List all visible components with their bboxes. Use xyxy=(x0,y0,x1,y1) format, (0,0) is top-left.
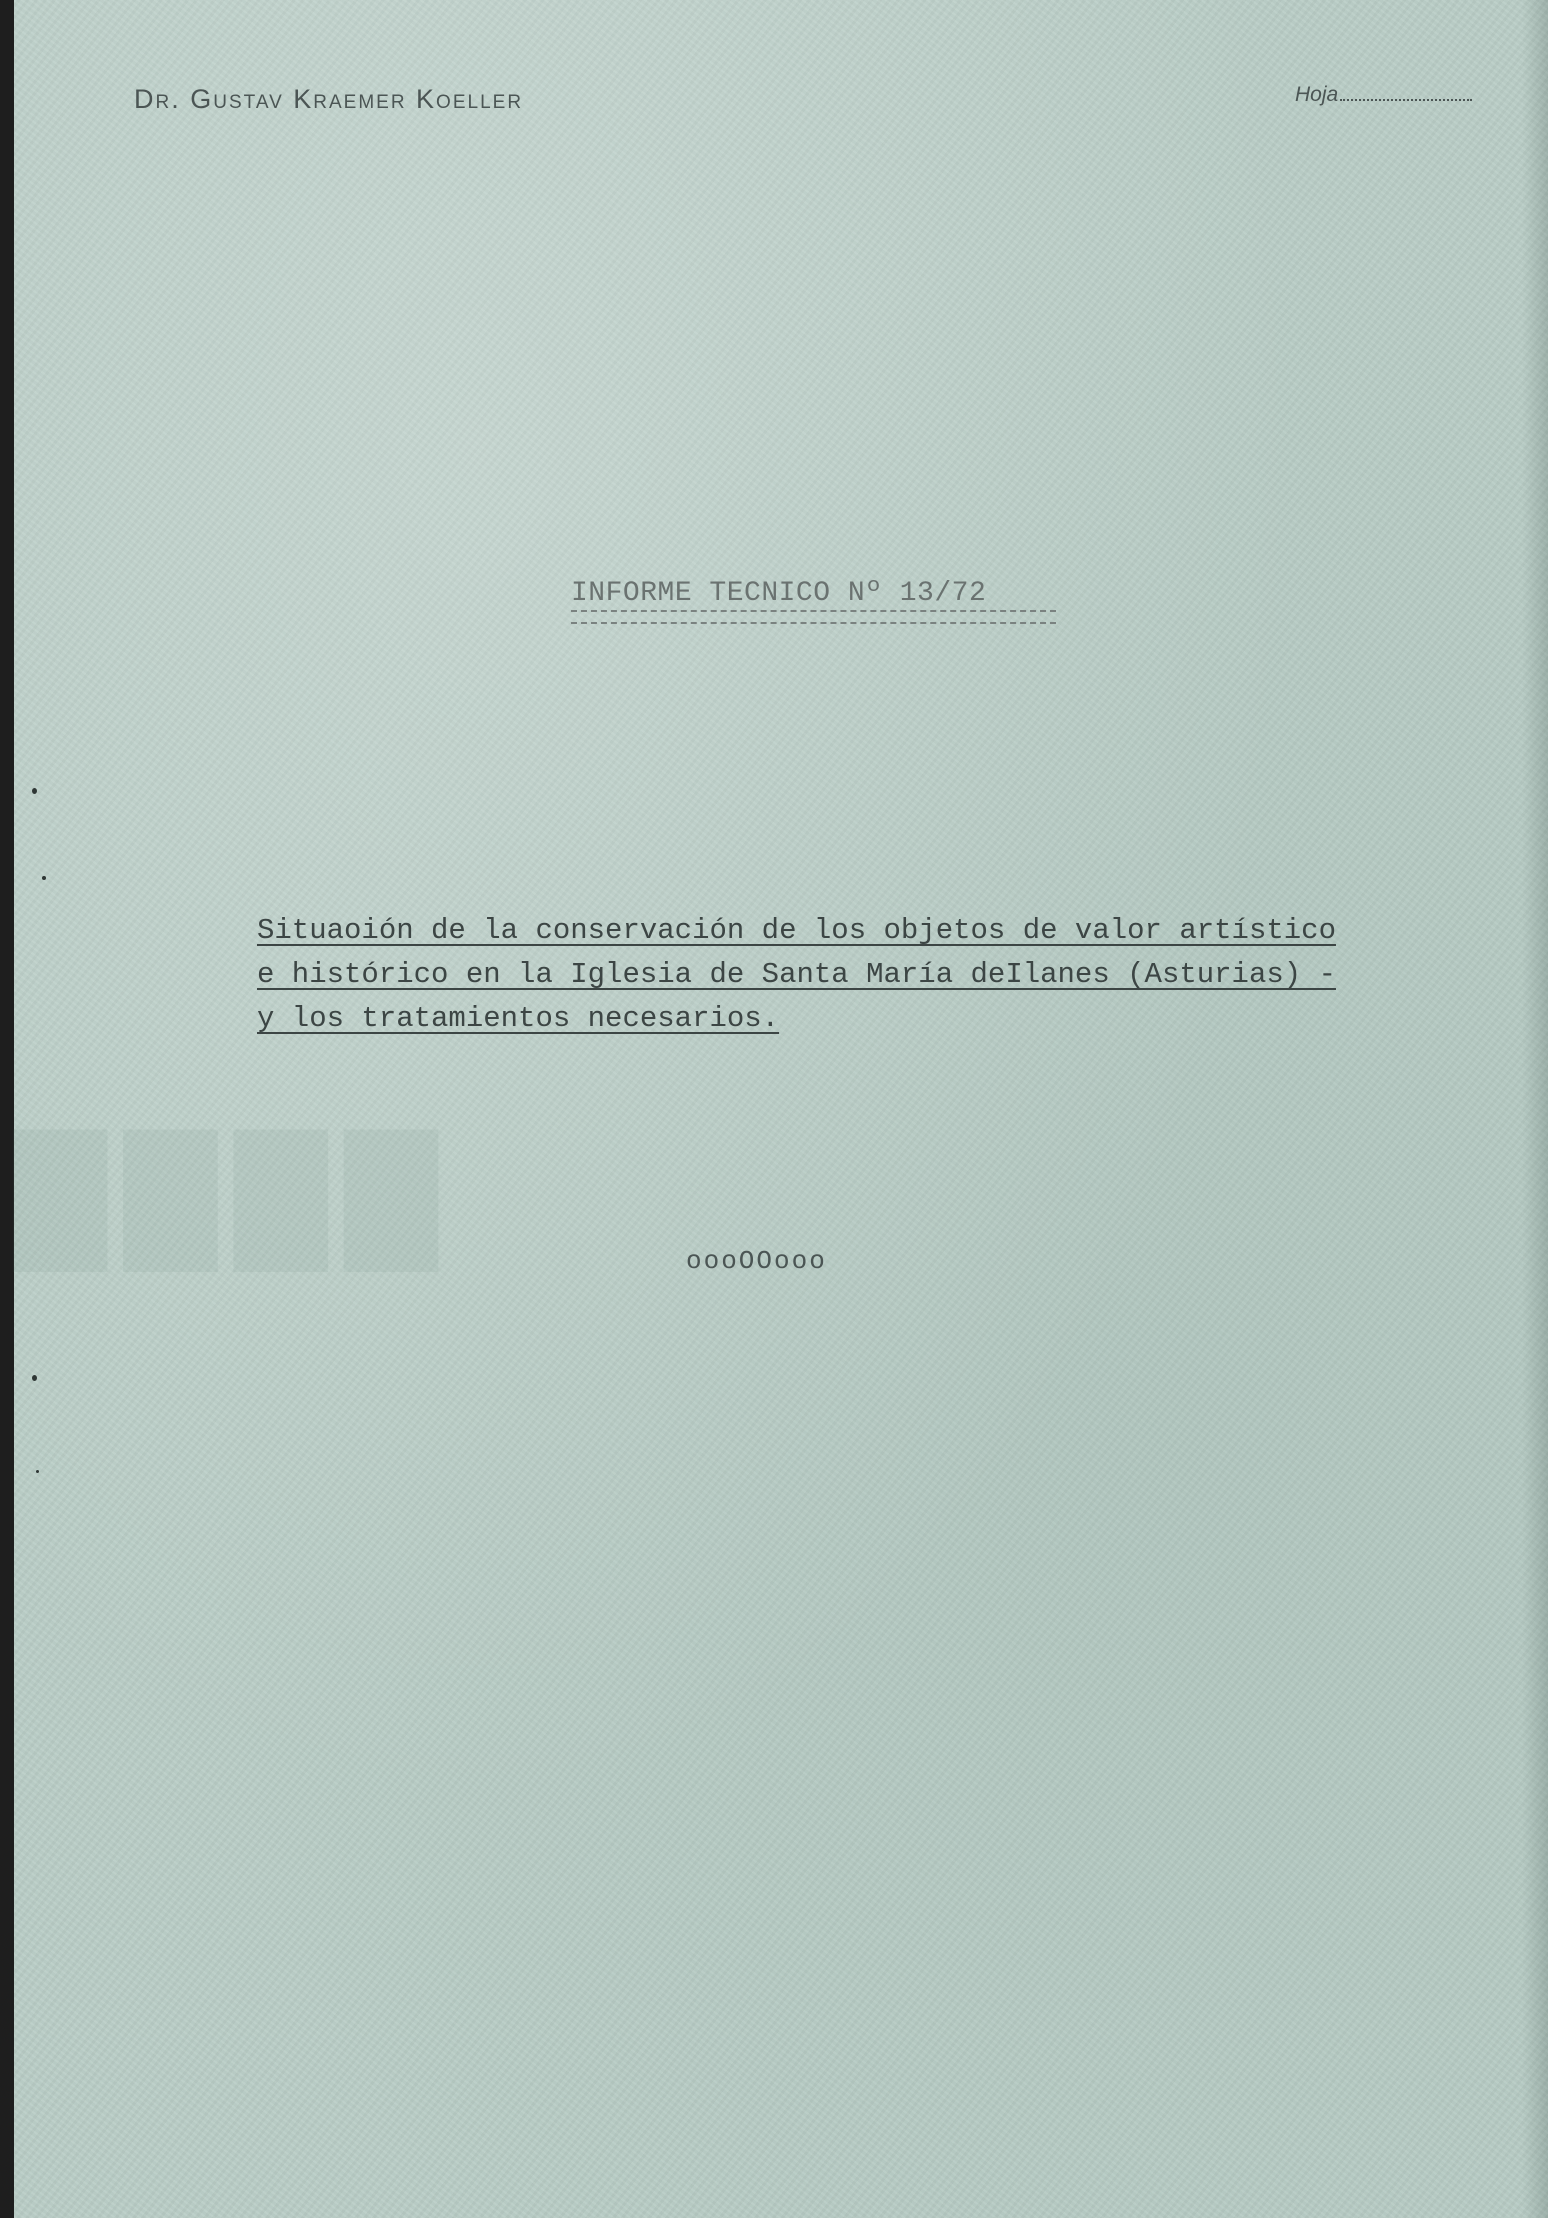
paper-speck xyxy=(36,1470,39,1473)
page-number-blank-line xyxy=(1340,98,1472,101)
paper-speck xyxy=(42,876,46,880)
watermark-stamp: ████ xyxy=(14,1130,456,1271)
subject-line: y los tratamientos necesarios. xyxy=(257,1002,780,1035)
report-subject xyxy=(257,909,1477,1041)
document-page xyxy=(14,0,1548,2218)
ornament-separator: oooOOooo xyxy=(686,1246,827,1276)
report-title: INFORME TECNICO Nº 13/72 xyxy=(571,578,987,609)
letterhead-name: Dr. Gustav Kraemer Koeller xyxy=(134,84,524,114)
paper-speck xyxy=(32,1375,37,1381)
page-edge-shadow xyxy=(1522,0,1548,2218)
page-number-field xyxy=(1295,83,1472,107)
paper-speck xyxy=(32,788,37,794)
page-number-label: Hoja xyxy=(1295,83,1339,106)
subject-line: Situaoión de la conservación de los objetos de valor artístico xyxy=(257,914,1336,947)
subject-line: e histórico en la Iglesia de Santa María deIlanes (Asturias) - xyxy=(257,958,1336,991)
title-double-underline xyxy=(571,610,1056,624)
